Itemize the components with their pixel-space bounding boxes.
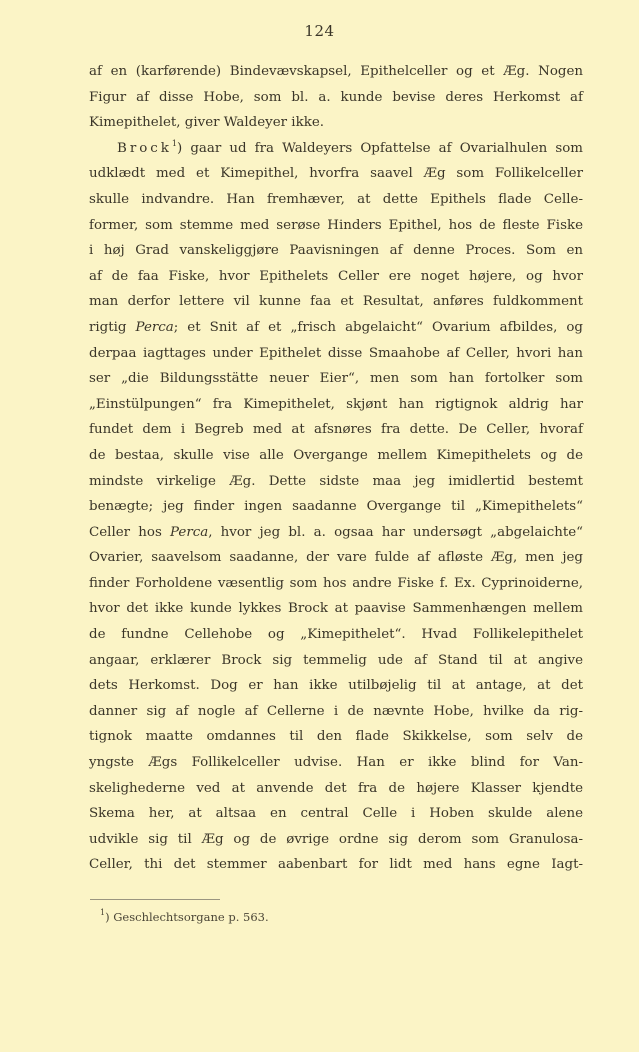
- text-line: „Einstülpungen“ fra Kimepithelet, skjønt han rigtignok aldrig har: [89, 396, 583, 412]
- text-line: af de faa Fiske, hvor Epithelets Celler ere noget højere, og hvor: [89, 268, 583, 284]
- text-line: [89, 520, 583, 546]
- text-line-rest: ) gaar ud fra Waldeyers Opfattelse af Ovarialhulen som: [177, 140, 583, 156]
- text-line: de bestaa, skulle vise alle Overgange mellem Kimepithelets og de: [89, 447, 583, 463]
- text-line: finder Forholdene væsentlig som hos andre Fiske f. Ex. Cyprinoiderne,: [89, 575, 583, 591]
- text-line: i høj Grad vanskeliggjøre Paavisningen af denne Proces. Som en: [89, 243, 583, 259]
- text-line: [89, 136, 583, 162]
- text-line: af en (karførende) Bindevævskapsel, Epithelceller og et Æg. Nogen: [89, 64, 583, 79]
- text-line: udklædt med et Kimepithel, hvorfra saavel Æg som Follikelceller: [89, 166, 583, 182]
- text-line: de fundne Cellehobe og „Kimepithelet“. Hvad Follikelepithelet: [89, 627, 583, 643]
- text-line: Figur af disse Hobe, som bl. a. kunde bevise deres Herkomst af: [89, 89, 583, 105]
- text-line: hvor det ikke kunde lykkes Brock at paavise Sammenhængen mellem: [89, 601, 583, 617]
- text-line-rest: , hvor jeg bl. a. ogsaa har undersøgt „abgelaichte“: [208, 524, 583, 540]
- text-line: former, som stemme med serøse Hinders Epithel, hos de fleste Fiske: [89, 217, 583, 233]
- italic-term: Perca: [170, 524, 209, 540]
- text-line: skelighederne ved at anvende det fra de højere Klasser kjendte: [89, 780, 583, 796]
- text-line: derpaa iagttages under Epithelet disse Smaahobe af Celler, hvori han: [89, 345, 583, 361]
- text-line: angaar, erklærer Brock sig temmelig ude af Stand til at angive: [89, 652, 583, 668]
- footnote: [100, 908, 269, 926]
- text-line: Ovarier, saavelsom saadanne, der vare fulde af afløste Æg, men jeg: [89, 550, 583, 566]
- text-line: dets Herkomst. Dog er han ikke utilbøjelig til at antage, at det: [89, 678, 583, 694]
- footnote-marker: 1: [100, 908, 106, 917]
- body-text: [89, 59, 583, 878]
- text-line: man derfor lettere vil kunne faa et Resultat, anføres fuldkomment: [89, 294, 583, 310]
- text-line: yngste Ægs Follikelceller udvise. Han er ikke blind for Van-: [89, 755, 583, 771]
- text-line: skulle indvandre. Han fremhæver, at dette Epithels flade Celle-: [89, 191, 583, 207]
- text-line: Kimepithelet, giver Waldeyer ikke.: [89, 115, 324, 131]
- text-line: [89, 315, 583, 341]
- footnote-text: ) Geschlechtsorgane p. 563.: [105, 910, 269, 924]
- text-line: mindste virkelige Æg. Dette sidste maa jeg imidlertid bestemt: [89, 473, 583, 489]
- text-line: udvikle sig til Æg og de øvrige ordne sig derom som Granulosa-: [89, 831, 583, 847]
- italic-term: Perca: [135, 319, 174, 335]
- text-line: danner sig af nogle af Cellerne i de nævnte Hobe, hvilke da rig-: [89, 703, 583, 719]
- footnote-ref: 1: [171, 138, 178, 148]
- text-line-pre: rigtig: [89, 319, 136, 335]
- text-line-rest: ; et Snit af et „frisch abgelaicht“ Ovarium afbildes, og: [173, 319, 583, 335]
- text-line: Skema her, at altsaa en central Celle i Hoben skulde alene: [89, 806, 583, 822]
- text-line-pre: Celler hos: [89, 524, 171, 540]
- author-name: Brock: [117, 140, 172, 156]
- text-line: fundet dem i Begreb med at afsnøres fra dette. De Celler, hvoraf: [89, 422, 583, 438]
- text-line: Celler, thi det stemmer aabenbart for lidt med hans egne Iagt-: [89, 857, 583, 873]
- text-line: tignok maatte omdannes til den flade Skikkelse, som selv de: [89, 729, 583, 745]
- text-line: ser „die Bildungsstätte neuer Eier“, men som han fortolker som: [89, 371, 583, 387]
- page-number: 124: [304, 22, 335, 40]
- text-line: benægte; jeg finder ingen saadanne Overgange til „Kimepithelets“: [89, 499, 583, 515]
- footnote-divider: [90, 899, 220, 900]
